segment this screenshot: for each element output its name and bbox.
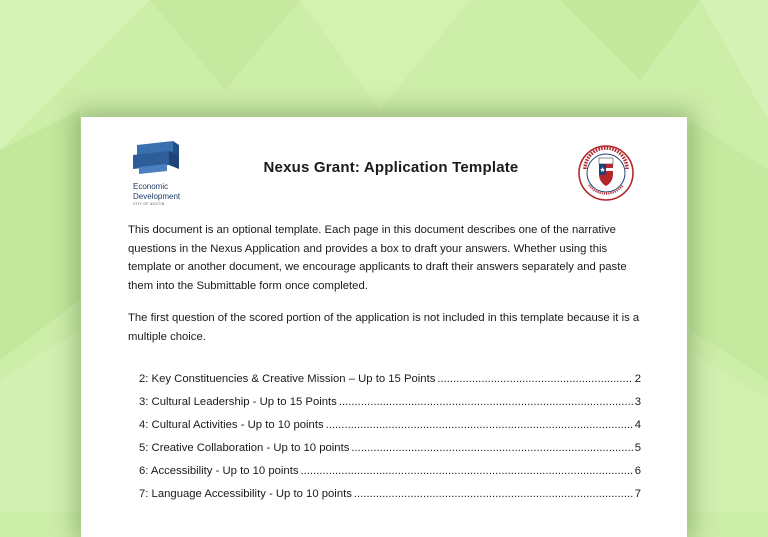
toc-item[interactable]: [139, 419, 641, 442]
intro-paragraph: This document is an optional template. Each page in this document describes one of the narrative questions in the Nexus Application and provides a box to draft your answers. Whether using this template or another document, we encourage applicants to draft their answers separately and paste them into the Submittable form once completed.: [128, 224, 627, 292]
logo-text-line3: CITY OF AUSTIN: [133, 202, 165, 206]
toc-item-page: 5: [634, 442, 641, 454]
document-page: [81, 117, 687, 537]
toc-item-label: 4: Cultural Activities - Up to 10 points: [139, 419, 324, 431]
document-title: Nexus Grant: Application Template: [263, 159, 519, 176]
toc-item[interactable]: [139, 373, 641, 396]
toc-leader-dots: [339, 396, 633, 408]
building-logo-icon: [133, 139, 181, 179]
toc-leader-dots: [326, 419, 633, 431]
toc-item-page: 3: [634, 396, 641, 408]
economic-development-logo: [133, 139, 203, 206]
toc-item[interactable]: [139, 396, 641, 419]
toc-item[interactable]: [139, 442, 641, 465]
logo-text-line2: Development: [133, 192, 181, 201]
toc-item[interactable]: [139, 465, 641, 488]
toc-leader-dots: [351, 442, 632, 454]
toc-item-page: 2: [634, 373, 641, 385]
toc-item-label: 2: Key Constituencies & Creative Mission – Up to 15 Points: [139, 373, 436, 385]
toc-leader-dots: [301, 465, 633, 477]
toc-item-label: 3: Cultural Leadership - Up to 15 Points: [139, 396, 337, 408]
toc-item-label: 7: Language Accessibility - Up to 10 points: [139, 488, 352, 500]
table-of-contents: [139, 373, 641, 511]
toc-item-page: 7: [634, 488, 641, 500]
logo-text-line1: Economic: [133, 182, 169, 191]
note-paragraph: The first question of the scored portion of the application is not included in this template because it is a multiple choice.: [128, 312, 640, 343]
toc-item-page: 6: [634, 465, 641, 477]
toc-item-label: 6: Accessibility - Up to 10 points: [139, 465, 299, 477]
toc-leader-dots: [437, 373, 632, 385]
toc-item-label: 5: Creative Collaboration - Up to 10 points: [139, 442, 350, 454]
toc-item[interactable]: [139, 488, 641, 511]
toc-leader-dots: [354, 488, 633, 500]
toc-item-page: 4: [634, 419, 641, 431]
city-of-austin-seal-icon: [577, 144, 635, 202]
